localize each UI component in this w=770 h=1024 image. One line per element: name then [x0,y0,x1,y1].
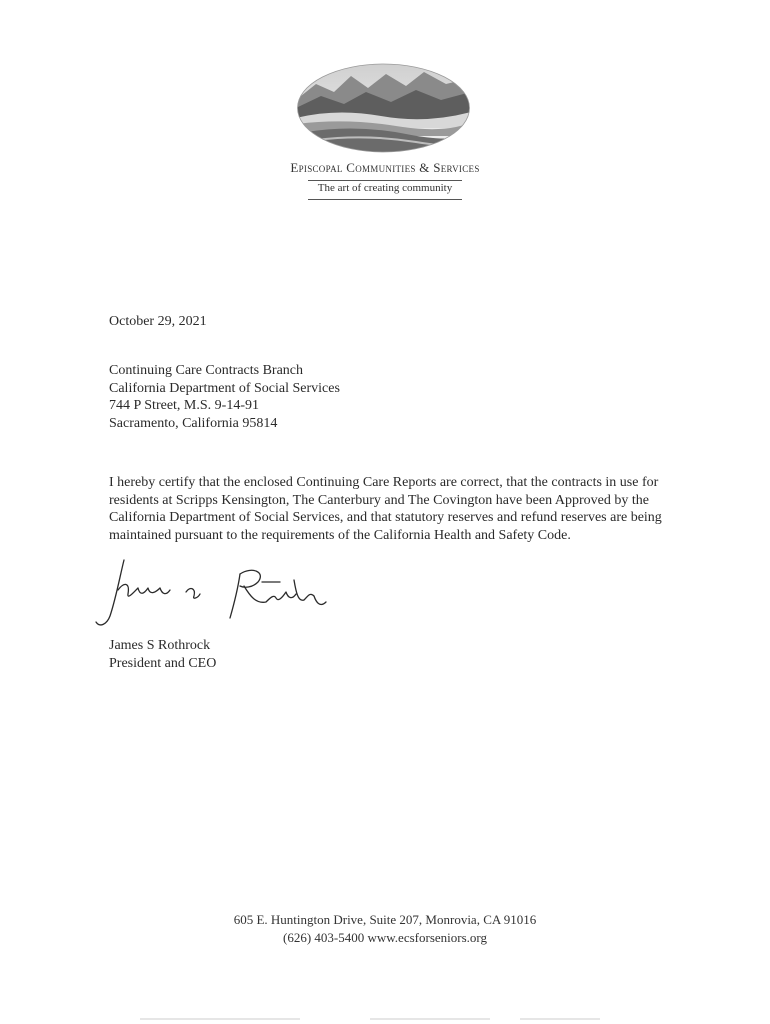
signer-title: President and CEO [109,655,217,671]
address-line: Sacramento, California 95814 [109,415,278,431]
certification-paragraph [109,474,669,544]
footer-contact: (626) 403-5400 www.ecsforseniors.org [283,930,487,945]
footer-address: 605 E. Huntington Drive, Suite 207, Monrovia, CA 91016 [233,912,537,927]
scan-artifact [370,1018,490,1020]
letterhead-rule-bottom [308,199,462,200]
address-line: Continuing Care Contracts Branch [109,363,304,378]
letterhead-rule-top [308,180,462,181]
paragraph-line: I hereby certify that the enclosed Continuing Care Reports are correct, that the contracts in use for [109,475,659,490]
signer-block [109,637,216,672]
scan-artifact [140,1018,300,1020]
letter-date: October 29, 2021 [109,314,207,329]
scan-artifact [520,1018,600,1020]
organization-name: Episcopal Communities & Services [290,160,480,175]
paragraph-line: California Department of Social Services, and that statutory reserves and refund reserves are being [109,510,662,525]
paragraph-line: maintained pursuant to the requirements of the California Health and Safety Code. [109,527,571,543]
handwritten-signature [90,552,340,632]
address-line: 744 P Street, M.S. 9-14-91 [109,398,259,413]
address-line: California Department of Social Services [109,380,340,396]
organization-tagline: The art of creating community [317,182,453,194]
recipient-address [109,362,340,432]
signer-name: James S Rothrock [109,638,211,653]
landscape-logo-icon [296,62,471,154]
paragraph-line: residents at Scripps Kensington, The Canterbury and The Covington have been Approved by the [109,492,649,508]
letter-footer [160,911,610,947]
